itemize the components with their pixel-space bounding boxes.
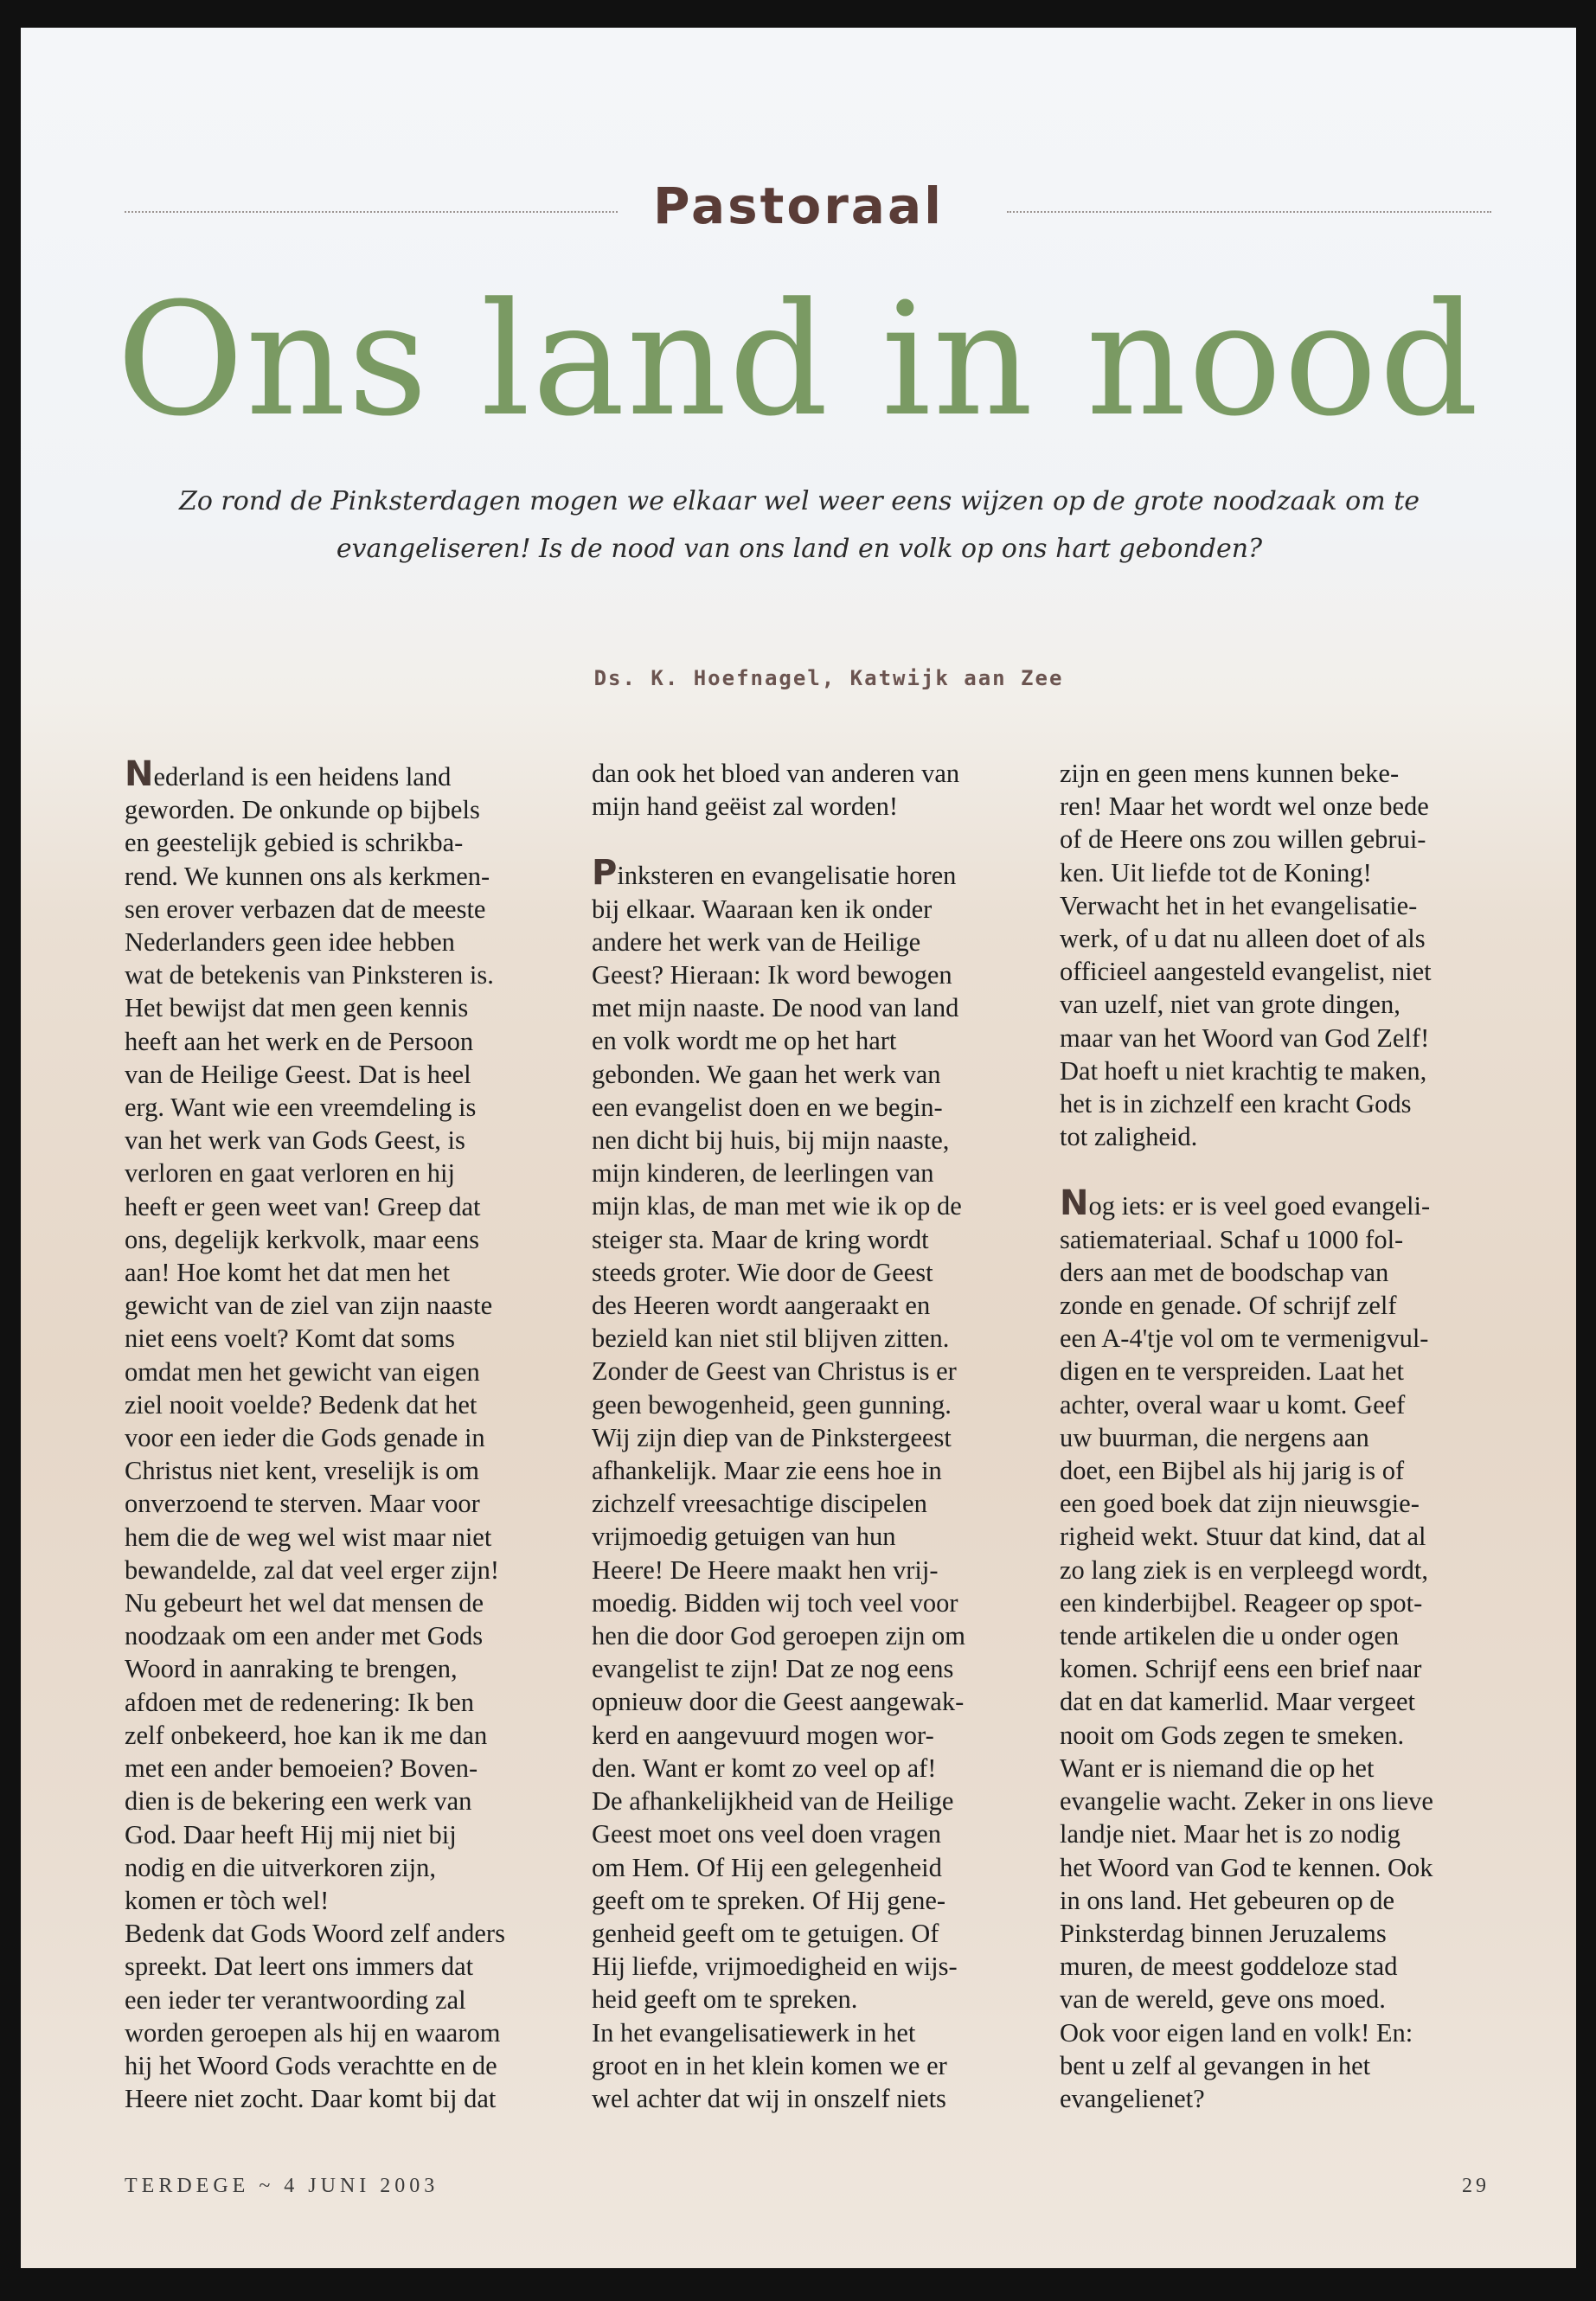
footer-publication: TERDEGE ~ 4 JUNI 2003 <box>125 2175 439 2197</box>
paragraph <box>125 754 557 2115</box>
paragraph: zijn en geen mens kunnen beke- ren! Maar het wordt wel onze bede of de Heere ons zou willen gebrui- ken. Uit liefde tot de Koning! Verwacht het in het evangelisatie- werk, of u dat nu alleen doet of als officieel aangesteld evangelist, niet van uzelf, niet van grote dingen, maar van het Woord van God Zelf! Dat hoeft u niet krachtig te maken, het is in zichzelf een kracht Gods tot zaligheid. <box>1060 759 1432 1152</box>
text-column-3 <box>1060 757 1492 2115</box>
article-intro: Zo rond de Pinksterdagen mogen we elkaar wel weer eens wijzen op de grote noodzaak om te evangeliseren! Is de nood van ons land en volk op ons hart gebonden? <box>178 486 1420 564</box>
drop-cap: P <box>592 853 618 894</box>
section-label: Pastoraal <box>653 176 944 235</box>
drop-cap: N <box>125 754 154 794</box>
text-column-2 <box>592 757 1024 2115</box>
page-number: 29 <box>1462 2175 1490 2197</box>
paragraph-text: og iets: er is veel goed evangeli- satiemateriaal. Schaf u 1000 fol- ders aan met de boodschap van zonde en genade. Of schrijf zelf een A-4'tje vol om te vermenigvul- digen en te verspreiden. Laat het achter, overal waar u komt. Geef uw buurman, die nergens aan doet, een Bijbel als hij jarig is of een goed boek dat zijn nieuwsgie- righeid wekt. Stuur dat kind, dat al zo lang ziek is en verpleegd wordt, een kinderbijbel. Reageer op spot- tende artikelen die u onder ogen komen. Schrijf eens een brief naar dat en dat kamerlid. Maar vergeet nooit om Gods zegen te smeken. Want er is niemand die op het evangelie wacht. Zeker in ons lieve landje niet. Maar het is zo nodig het Woord van God te kennen. Ook in ons land. Het gebeuren op de Pinksterdag binnen Jeruzalems muren, de meest goddeloze stad van de wereld, geve ons moed. Ook voor eigen land en volk! En: bent u zelf al gevangen in het evangelienet? <box>1060 1191 1433 2113</box>
article-title: Ons land in nood <box>116 270 1481 451</box>
paragraph-text: inksteren en evangelisatie horen bij elkaar. Waaraan ken ik onder andere het werk van de Heilige Geest? Hieraan: Ik word bewogen met mijn naaste. De nood van land en volk wordt me op het hart gebonden. We gaan het werk van een evangelist doen en we begin- nen dicht bij huis, bij mijn naaste, mijn kinderen, de leerlingen van mijn klas, de man met wie ik op de steiger sta. Maar de kring wordt steeds groter. Wie door de Geest des Heeren wordt aangeraakt en bezield kan niet stil blijven zitten. Zonder de Geest van Christus is er geen bewogenheid, geen gunning. Wij zijn diep van de Pinkstergeest afhankelijk. Maar zie eens hoe in zichzelf vreesachtige discipelen vrijmoedig getuigen van hun Heere! De Heere maakt hen vrij- moedig. Bidden wij toch veel voor hen die door God geroepen zijn om evangelist te zijn! Dat ze nog eens opnieuw door die Geest aangewak- kerd en aangevuurd mogen wor- den. Want er komt zo veel op af! De afhankelijkheid van de Heilige Geest moet ons veel doen vragen om Hem. Of Hij een gelegenheid geeft om te spreken. Of Hij gene- genheid geeft om te getuigen. Of Hij liefde, vrijmoedigheid en wijs- heid geeft om te spreken. In het evangelisatiewerk in het groot en in het klein komen we er wel achter dat wij in onszelf niets <box>592 861 965 2113</box>
text-column-1 <box>125 754 557 2115</box>
paragraph: dan ook het bloed van anderen van mijn hand geëist zal worden! <box>592 759 960 822</box>
paragraph <box>592 853 1024 2115</box>
magazine-page <box>21 28 1576 2268</box>
drop-cap: N <box>1060 1183 1089 1224</box>
paragraph <box>1060 1183 1492 2115</box>
paragraph-text: ederland is een heidens land geworden. De onkunde op bijbels en geestelijk gebied is schrikba- rend. We kunnen ons als kerkmen- sen erover verbazen dat de meeste Nederlanders geen idee hebben wat de betekenis van Pinksteren is. Het bewijst dat men geen kennis heeft aan het werk en de Persoon van de Heilige Geest. Dat is heel erg. Want wie een vreemdeling is van het werk van Gods Geest, is verloren en gaat verloren en hij heeft er geen weet van! Greep dat ons, degelijk kerkvolk, maar eens aan! Hoe komt het dat men het gewicht van de ziel van zijn naaste niet eens voelt? Komt dat soms omdat men het gewicht van eigen ziel nooit voelde? Bedenk dat het voor een ieder die Gods genade in Christus niet kent, vreselijk is om onverzoend te sterven. Maar voor hem die de weg wel wist maar niet bewandelde, zal dat veel erger zijn! Nu gebeurt het wel dat mensen de noodzaak om een ander met Gods Woord in aanraking te brengen, afdoen met de redenering: Ik ben zelf onbekeerd, hoe kan ik me dan met een ander bemoeien? Boven- dien is de bekering een werk van God. Daar heeft Hij mij niet bij nodig en die uitverkoren zijn, komen er tòch wel! Bedenk dat Gods Woord zelf anders spreekt. Dat leert ons immers dat een ieder ter verantwoording zal worden geroepen als hij en waarom hij het Woord Gods verachtte en de Heere niet zocht. Daar komt bij dat <box>125 762 505 2114</box>
header-rule-right <box>1007 211 1491 213</box>
article-author: Ds. K. Hoefnagel, Katwijk aan Zee <box>593 666 1064 690</box>
